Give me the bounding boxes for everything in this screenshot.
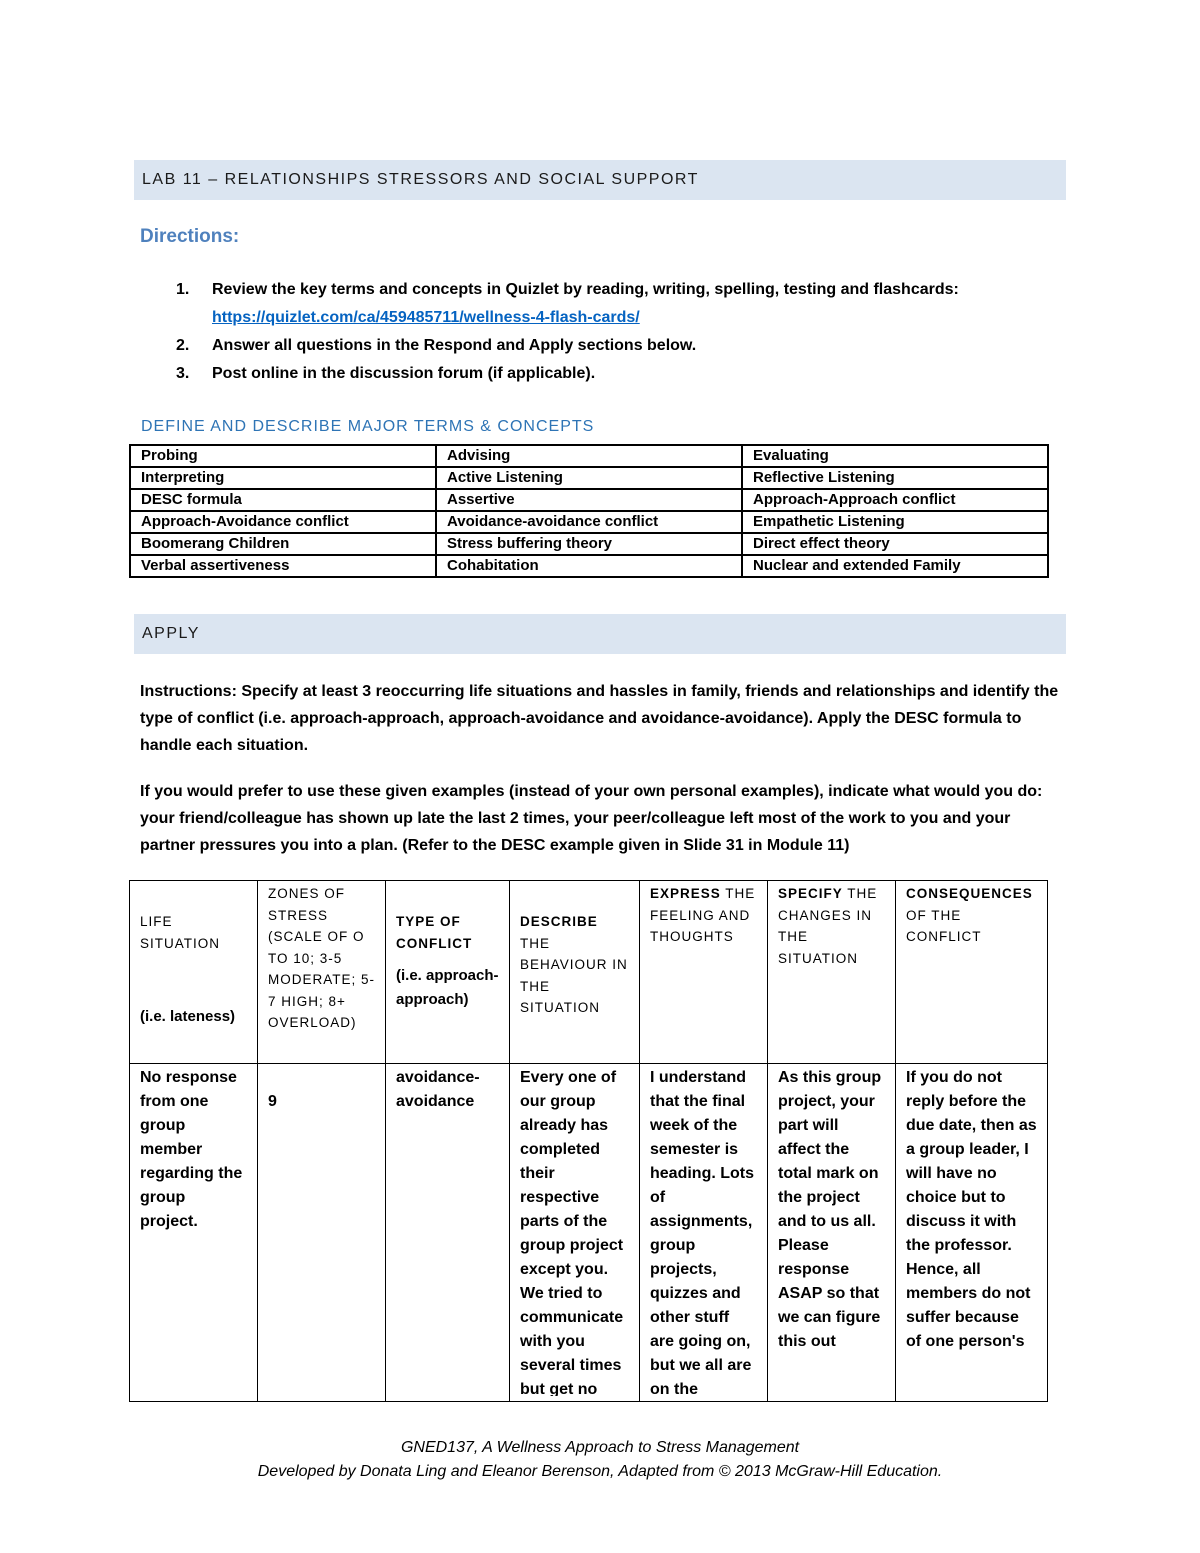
list-item [140, 360, 1040, 388]
list-number: 2. [176, 337, 190, 354]
term-cell: Boomerang Children [130, 533, 436, 555]
lab-title: LAB 11 – RELATIONSHIPS STRESSORS AND SOCIAL SUPPORT [142, 171, 699, 188]
cell-zone-text: 9 [268, 1093, 277, 1110]
term-cell: Active Listening [436, 467, 742, 489]
life-situation-note: (i.e. lateness) [140, 1008, 236, 1025]
term-cell: Empathetic Listening [742, 511, 1048, 533]
term-cell: Nuclear and extended Family [742, 555, 1048, 577]
term-cell: Stress buffering theory [436, 533, 742, 555]
express-label: EXPRESS [650, 886, 721, 901]
consequences-label: CONSEQUENCES [906, 886, 1033, 901]
life-situation-label: LIFE SITUATION [140, 914, 221, 951]
term-cell: Verbal assertiveness [130, 555, 436, 577]
list-item [140, 332, 1040, 360]
terms-table [129, 444, 1049, 578]
express-label-rest: THE FEELING AND THOUGHTS [650, 886, 756, 944]
header-life-situation [130, 881, 258, 1064]
directions-heading: Directions: [140, 226, 240, 247]
table-row [130, 533, 1048, 555]
cell-consequences [896, 1064, 1048, 1402]
cell-express-text: I understand that the final week of the semester is heading. Lots of assignments, group projects, quizzes and other stuff are going on, but we all are on the [650, 1069, 754, 1396]
type-note: (i.e. approach-approach) [396, 967, 499, 1008]
table-header-row [130, 881, 1048, 1064]
term-cell: Reflective Listening [742, 467, 1048, 489]
specify-label-rest: THE CHANGES IN THE SITUATION [778, 886, 878, 966]
table-row [130, 555, 1048, 577]
term-cell: Approach-Approach conflict [742, 489, 1048, 511]
cell-type [386, 1064, 510, 1402]
header-consequences [896, 881, 1048, 1064]
directions-list [140, 276, 1040, 388]
cell-describe-text: Every one of our group already has completed their respective parts of the group project except you. We tried to communicate with you several times but get no [520, 1069, 624, 1396]
cell-specify-text: As this group project, your part will affect the total mark on the project and to us all. Please response ASAP so that we can figure this out [778, 1069, 882, 1350]
term-cell: DESC formula [130, 489, 436, 511]
lab-title-band [134, 160, 1066, 200]
define-section-heading: DEFINE AND DESCRIBE MAJOR TERMS & CONCEPTS [141, 418, 595, 435]
specify-label: SPECIFY [778, 886, 843, 901]
desc-table [129, 880, 1048, 1402]
list-text: Review the key terms and concepts in Quizlet by reading, writing, spelling, testing and flashcards: [212, 281, 959, 298]
page-footer [0, 1436, 1200, 1484]
term-cell: Interpreting [130, 467, 436, 489]
term-cell: Direct effect theory [742, 533, 1048, 555]
list-number: 3. [176, 365, 190, 382]
cell-describe [510, 1064, 640, 1402]
list-number: 1. [176, 281, 190, 298]
term-cell: Avoidance-avoidance conflict [436, 511, 742, 533]
quizlet-link[interactable]: https://quizlet.com/ca/459485711/wellness-4-flash-cards/ [212, 309, 640, 326]
table-row [130, 467, 1048, 489]
term-cell: Approach-Avoidance conflict [130, 511, 436, 533]
cell-zone [258, 1064, 386, 1402]
table-row [130, 489, 1048, 511]
describe-label: DESCRIBE [520, 914, 598, 929]
list-text: Post online in the discussion forum (if applicable). [212, 365, 596, 382]
term-cell: Evaluating [742, 445, 1048, 467]
type-label: TYPE OF CONFLICT [396, 914, 473, 951]
zones-label: ZONES OF STRESS (SCALE OF O TO 10; 3-5 MODERATE; 5-7 HIGH; 8+ OVERLOAD) [268, 886, 376, 1030]
examples-paragraph: If you would prefer to use these given examples (instead of your own personal examples), indicate what would you do: your friend/colleague has shown up late the last 2 times, your peer/colleague left most of the work to you and your partner pressures you into a plan. (Refer to the DESC example given in Slide 31 in Module 11) [140, 783, 1043, 854]
table-row [130, 445, 1048, 467]
table-row [130, 1064, 1048, 1402]
cell-express [640, 1064, 768, 1402]
header-specify [768, 881, 896, 1064]
list-item [140, 276, 1040, 332]
cell-consequences-text: If you do not reply before the due date, then as a group leader, I will have no choice but to discuss it with the professor. Hence, all members do not suffer because of one person's [906, 1069, 1037, 1350]
header-zones [258, 881, 386, 1064]
footer-course: GNED137, A Wellness Approach to Stress Management [400, 1439, 800, 1456]
header-describe [510, 881, 640, 1064]
describe-label-rest: THE BEHAVIOUR IN THE SITUATION [520, 935, 628, 1015]
instructions-paragraph: Instructions: Specify at least 3 reoccurring life situations and hassles in family, friends and relationships and identify the type of conflict (i.e. approach-approach, approach-avoidance and avoidance-avoidance). Apply the DESC formula to handle each situation. [140, 683, 1059, 754]
footer-credit: Developed by Donata Ling and Eleanor Berenson, Adapted from © 2013 McGraw-Hill Education. [257, 1463, 943, 1480]
apply-band [134, 614, 1066, 654]
cell-type-text: avoidance-avoidance [396, 1069, 480, 1110]
consequences-label-rest: OF THE CONFLICT [906, 907, 982, 944]
term-cell: Assertive [436, 489, 742, 511]
table-row [130, 511, 1048, 533]
header-type [386, 881, 510, 1064]
term-cell: Cohabitation [436, 555, 742, 577]
apply-heading: APPLY [142, 625, 200, 642]
cell-life [130, 1064, 258, 1402]
header-express [640, 881, 768, 1064]
list-text: Answer all questions in the Respond and Apply sections below. [212, 337, 697, 354]
term-cell: Advising [436, 445, 742, 467]
term-cell: Probing [130, 445, 436, 467]
cell-specify [768, 1064, 896, 1402]
cell-life-text: No response from one group member regarding the group project. [140, 1069, 243, 1230]
